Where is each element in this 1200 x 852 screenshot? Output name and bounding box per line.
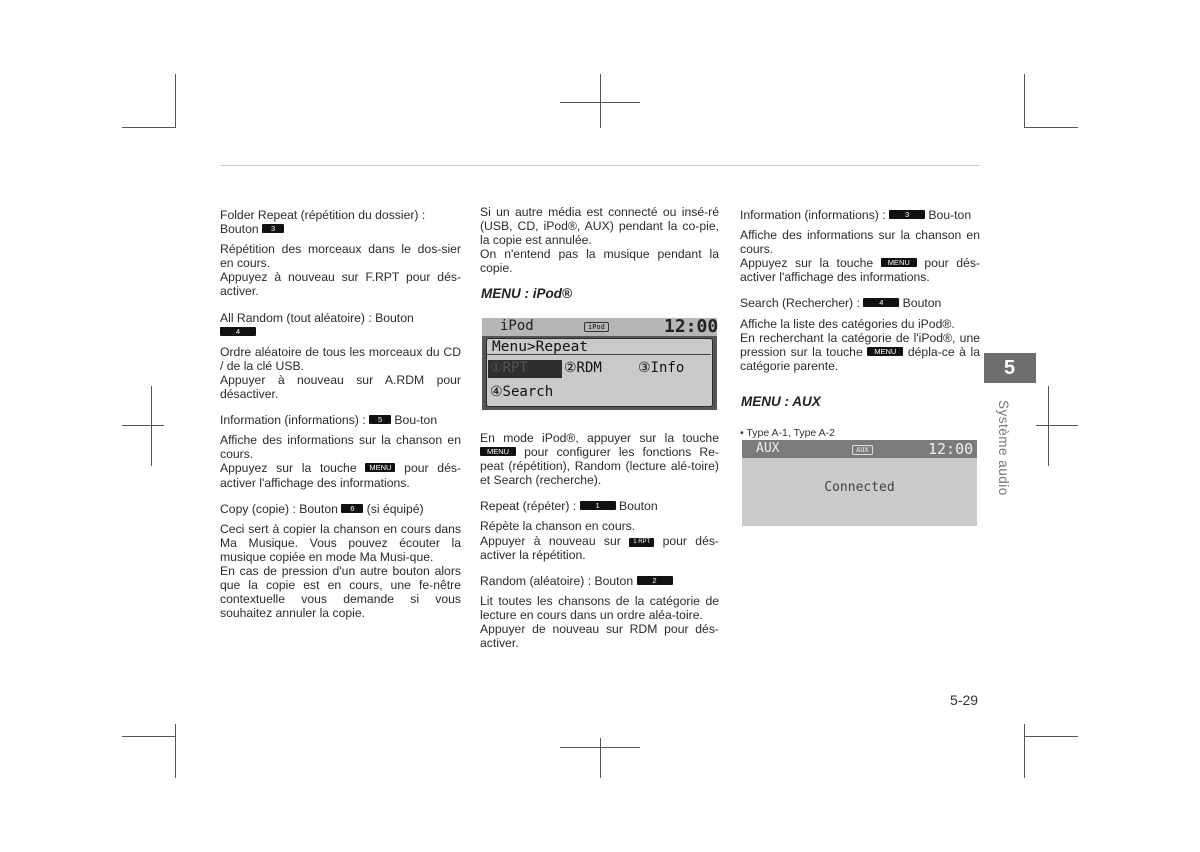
crop-mark — [122, 425, 164, 426]
all-random-text-2: Appuyer à nouveau sur A.RDM pour désactiver. — [220, 372, 461, 402]
button-4-badge: 4 — [863, 298, 899, 307]
button-5-badge: 5 — [369, 415, 391, 424]
button-4-badge: 4 — [220, 327, 256, 336]
repeat-heading: Repeat (répéter) : 1 Bouton — [480, 499, 658, 514]
no-music-text: On n'entend pas la musique pendant la copie. — [480, 247, 719, 276]
all-random-text: Ordre aléatoire de tous les morceaux du CD / de la clé USB. — [220, 344, 461, 373]
copy-heading: Copy (copie) : Bouton 6 (si équipé) — [220, 501, 424, 516]
folder-repeat-text: Répétition des morceaux dans le dos-sier en cours. — [220, 242, 461, 271]
crop-mark — [151, 386, 152, 466]
button-3-badge: 3 — [262, 224, 284, 233]
crop-mark — [560, 747, 640, 748]
ipod-icon: iPod — [584, 322, 609, 332]
info-heading-3: Information (informations) : 3 Bou-ton — [740, 208, 972, 222]
menu-badge: MENU — [867, 347, 903, 356]
type-label: • Type A-1, Type A-2 — [740, 427, 835, 439]
menu-badge: MENU — [480, 447, 516, 456]
chapter-tab: 5 — [984, 353, 1036, 383]
aux-screen — [742, 440, 977, 526]
column-1 — [220, 208, 461, 620]
crop-mark — [1024, 724, 1025, 778]
crop-mark — [1024, 127, 1078, 128]
crop-mark — [600, 74, 601, 128]
search-heading: Search (Rechercher) : 4 Bouton — [740, 296, 942, 311]
rpt-badge: 1 RPT — [629, 538, 654, 547]
ipod-item-rpt[interactable]: ①RPT — [490, 360, 528, 376]
button-6-badge: 6 — [341, 504, 363, 513]
crop-mark — [175, 724, 176, 778]
header-rule — [220, 165, 980, 166]
column-3 — [740, 208, 980, 373]
info-text-3: Affiche des informations sur la chanson en cours. — [740, 228, 980, 257]
crop-mark — [560, 102, 640, 103]
crop-mark — [175, 74, 176, 128]
crop-mark — [1048, 386, 1049, 466]
search-text-2: En recherchant la catégorie de l'iPod®, une pression sur la touche MENU dépla-ce à la catégorie parente. — [740, 330, 981, 373]
column-2-lower — [480, 431, 719, 650]
button-1-badge: 1 — [580, 501, 616, 510]
ipod-menu-path: Menu>Repeat — [492, 339, 589, 355]
media-text: Si un autre média est connecté ou insé-ré (USB, CD, iPod®, AUX) pendant la co-pie, la copie est annulée. — [480, 205, 719, 248]
folder-repeat-heading: Folder Repeat (répétition du dossier) : Bouton 3 — [220, 208, 426, 237]
repeat-text: Répète la chanson en cours. — [480, 519, 636, 534]
menu-badge: MENU — [365, 463, 395, 472]
button-2-badge: 2 — [637, 576, 673, 585]
menu-badge: MENU — [881, 258, 917, 267]
crop-mark — [1024, 74, 1025, 128]
column-2 — [480, 205, 719, 275]
crop-mark — [122, 127, 176, 128]
ipod-mode-label: iPod — [500, 318, 534, 334]
info-text-3b: Appuyez sur la touche MENU pour dés-activer l'affichage des informations. — [740, 256, 980, 285]
info-heading: Information (informations) : 5 Bou-ton — [220, 413, 438, 428]
crop-mark — [600, 738, 601, 778]
info-text: Affiche des informations sur la chanson en cours. — [220, 433, 461, 462]
repeat-text-2: Appuyer à nouveau sur 1 RPT pour dés-activer la répétition. — [480, 533, 719, 562]
button-3-badge: 3 — [889, 210, 925, 219]
ipod-item-info[interactable]: ③Info — [638, 360, 685, 376]
aux-status: Connected — [824, 480, 895, 495]
aux-icon: AUX — [852, 445, 873, 455]
folder-repeat-text-2: Appuyez à nouveau sur F.RPT pour dés-activer. — [220, 270, 461, 299]
crop-mark — [1024, 736, 1078, 737]
copy-text: Ceci sert à copier la chanson en cours dans Ma Musique. Vous pouvez écouter la musique copiée en mode Ma Musi-que. — [220, 521, 461, 564]
chapter-title: Système audio — [996, 400, 1011, 496]
crop-mark — [1036, 425, 1078, 426]
menu-ipod-title: MENU : iPod® — [481, 286, 572, 301]
page-number: 5-29 — [950, 692, 979, 708]
ipod-mode-text: En mode iPod®, appuyer sur la touche MENU pour configurer les fonctions Re-peat (répétition), Random (lecture alé-toire) et Search (recherche). — [480, 431, 719, 488]
ipod-screen — [482, 318, 717, 410]
copy-text-2: En cas de pression d'un autre bouton alors que la copie est en cours, une fe-nêtre contextuelle vous demande si vous souhaitez annuler la copie. — [220, 563, 461, 621]
aux-mode-label: AUX — [756, 441, 780, 456]
ipod-item-rdm[interactable]: ②RDM — [564, 360, 602, 376]
menu-aux-title: MENU : AUX — [741, 394, 821, 409]
all-random-heading: All Random (tout aléatoire) : Bouton 4 — [220, 310, 414, 336]
ipod-item-search[interactable]: ④Search — [490, 384, 554, 400]
info-text-2: Appuyez sur la touche MENU pour dés-activer l'affichage des informations. — [220, 461, 461, 490]
random-text-2: Appuyer de nouveau sur RDM pour dés-activer. — [480, 622, 719, 651]
aux-clock: 12:00 — [928, 440, 974, 458]
ipod-clock: 12:00 — [664, 316, 719, 337]
search-text: Affiche la liste des catégories du iPod®. — [740, 316, 955, 331]
crop-mark — [122, 736, 176, 737]
random-text: Lit toutes les chansons de la catégorie de lecture en cours dans un ordre aléa-toire. — [480, 593, 719, 622]
random-heading: Random (aléatoire) : Bouton 2 — [480, 574, 719, 588]
